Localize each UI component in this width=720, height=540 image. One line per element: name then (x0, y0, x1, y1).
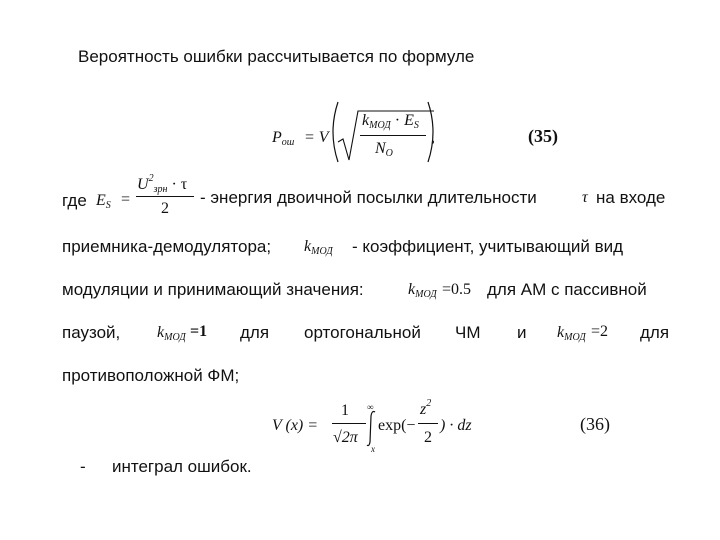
formula36-lower-limit: x (371, 444, 375, 454)
line3-k: $k_{МОД}$ (408, 281, 437, 300)
formula36-fraction-bar-1 (332, 423, 366, 424)
line1-denominator: 2 (161, 200, 169, 217)
line3-end: для АМ с пассивной (487, 280, 647, 299)
formula36-exp: exp(− (378, 417, 416, 434)
formula36-denominator-1: √2π (333, 429, 358, 446)
line2-k: $k_{МОД}$ (304, 238, 333, 257)
line1-numerator: $U^2_{зрн} \cdot \tau$ (137, 173, 188, 195)
line4-word-1: паузой, (62, 323, 121, 342)
line4-word-2: для (240, 323, 270, 342)
formula36-numerator-2: $z^2$ (420, 398, 432, 418)
formula35-denominator: $N_O$ (375, 140, 393, 159)
line4-word-4: ЧМ (455, 323, 481, 342)
formula36-denominator-2: 2 (424, 429, 432, 446)
line1-es: $E_S$ (96, 192, 111, 211)
line1-fraction-bar (136, 196, 194, 197)
line4-word-6: для (640, 323, 670, 342)
line1-tau: τ (582, 189, 588, 206)
formula35-number: (35) (528, 126, 558, 146)
line1-start: где (62, 191, 87, 210)
line1-eq: = (121, 191, 131, 208)
line4-value-1: =1 (190, 323, 208, 340)
formula36-tail: ) · dz (440, 417, 472, 434)
formula36-number: (36) (580, 414, 610, 434)
line3-value: =0.5 (442, 281, 472, 298)
line1-text: - энергия двоичной посылки длительности (200, 188, 537, 207)
footer-dash: - (80, 457, 86, 476)
line2-end: - коэффициент, учитывающий вид (352, 237, 624, 256)
formula36-lhs: V (x) = (272, 417, 319, 434)
formula35-comma: , (431, 129, 435, 146)
line4-value-2: =2 (591, 323, 609, 340)
formula36-numerator-1: 1 (341, 402, 349, 419)
line4-word-5: и (517, 323, 527, 342)
formula36-upper-limit: ∞ (367, 402, 374, 412)
line4-k1: $k_{МОД}$ (157, 324, 186, 343)
formula35-numerator: $k_{МОД} \cdot E_S$ (362, 112, 419, 131)
line3-text: модуляции и принимающий значения: (62, 280, 364, 299)
formula35-lhs: $P_{ош}$ (272, 129, 295, 148)
formula36-integral-sign (366, 410, 378, 448)
line4-word-3: ортогональной (304, 323, 421, 342)
formula36-fraction-bar-2 (418, 423, 438, 424)
heading: Вероятность ошибки рассчитывается по формуле (78, 47, 475, 66)
line4-k2: $k_{МОД}$ (557, 324, 586, 343)
line2-text: приемника-демодулятора; (62, 237, 272, 256)
footer-text: интеграл ошибок. (112, 457, 252, 476)
formula35-eq: = V (304, 129, 329, 146)
line1-end: на входе (596, 188, 666, 207)
paragraph-line-5: противоположной ФМ; (62, 366, 240, 385)
formula35-fraction-bar (360, 135, 426, 136)
